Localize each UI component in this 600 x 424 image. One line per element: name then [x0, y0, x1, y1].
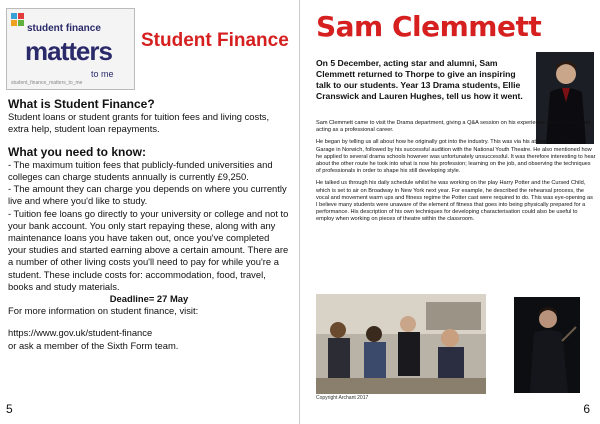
performance-photo	[514, 297, 580, 393]
student-finance-link[interactable]: https://www.gov.uk/student-finance	[8, 327, 153, 339]
contact-text: or ask a member of the Sixth Form team.	[8, 339, 179, 351]
logo-line-4: student_finance_matters_to_me	[11, 80, 83, 86]
logo-line-3: to me	[91, 69, 114, 79]
student-finance-body	[8, 98, 290, 352]
bullet-3: - Tuition fee loans go directly to your university or college and not to your bank account. You only start repaying these, along with any maintenance loans you have taken out, once you've completed your studies and started earning above a certain amount. There are a number of other living costs you'll need to pay for while you're a student. These include costs for: accommodation, food, travel, books and study materials.	[8, 207, 289, 292]
photo-caption: Copyright Archant 2017	[316, 395, 369, 401]
what-heading: What is Student Finance?	[8, 97, 155, 111]
student-finance-title: Student Finance	[141, 30, 289, 51]
bullet-2: - The amount they can charge you depends on where you currently live and where you'd like to study.	[8, 183, 287, 207]
article-paragraph-3: He talked us through his daily schedule whilst he was working on the play Harry Potter and the Cursed Child, which is set to air on Broadway in New York next year. For example, he described the rehearsal process, the vocal and movement warm ups and fitness regime the Potter cast were required to do. This was eye-opening as I believe many students were unaware of the element of fitness that goes into being physically prepared for a performance. His description of his own techniques for developing characterisation could also be useful to employ when working on pieces of theatre within the classroom.	[316, 180, 593, 223]
article-body	[316, 120, 596, 229]
page-number-right: 6	[583, 402, 590, 416]
student-finance-logo	[6, 8, 135, 90]
more-info: For more information on student finance, visit:	[8, 305, 199, 317]
bullet-1: - The maximum tuition fees that publicly-funded universities and colleges can charge students annually is currently £9,250.	[8, 158, 273, 183]
need-heading: What you need to know:	[8, 144, 146, 159]
article-paragraph-1: Sam Clemmett came to visit the Drama department, giving a Q&A session on his experience within theatre and acting as a professional career.	[316, 120, 591, 134]
what-text: Student loans or student grants for tuition fees and living costs, extra help, student loan repayments.	[8, 111, 270, 135]
article-title: Sam Clemmett	[316, 10, 542, 43]
article-paragraph-2: He began by telling us all about how he originally got into the industry. This was via his attendance at The Garage in Norwich, followed by his successful audition with the National Youth Theatre. He also mentioned how he applied to several drama schools however was unfortunately unsuccessful. It was therefore interesting to hear about the other route he took into what is now his profession; learning on the job, and observing the techniques of professionals in order to shape his still developing style.	[316, 139, 596, 175]
deadline: Deadline= 27 May	[109, 293, 189, 305]
logo-line-1: student finance	[27, 23, 101, 34]
classroom-photo	[316, 294, 486, 394]
logo-line-2: matters	[25, 36, 112, 66]
article-intro: On 5 December, acting star and alumni, Sam Clemmett returned to Thorpe to give an inspiring talk to our students. Year 13 Drama students, Ellie Cranswick and Lauren Hughes, tell us how it went.	[316, 58, 523, 101]
page-number-left: 5	[6, 402, 13, 416]
right-page	[300, 0, 600, 424]
